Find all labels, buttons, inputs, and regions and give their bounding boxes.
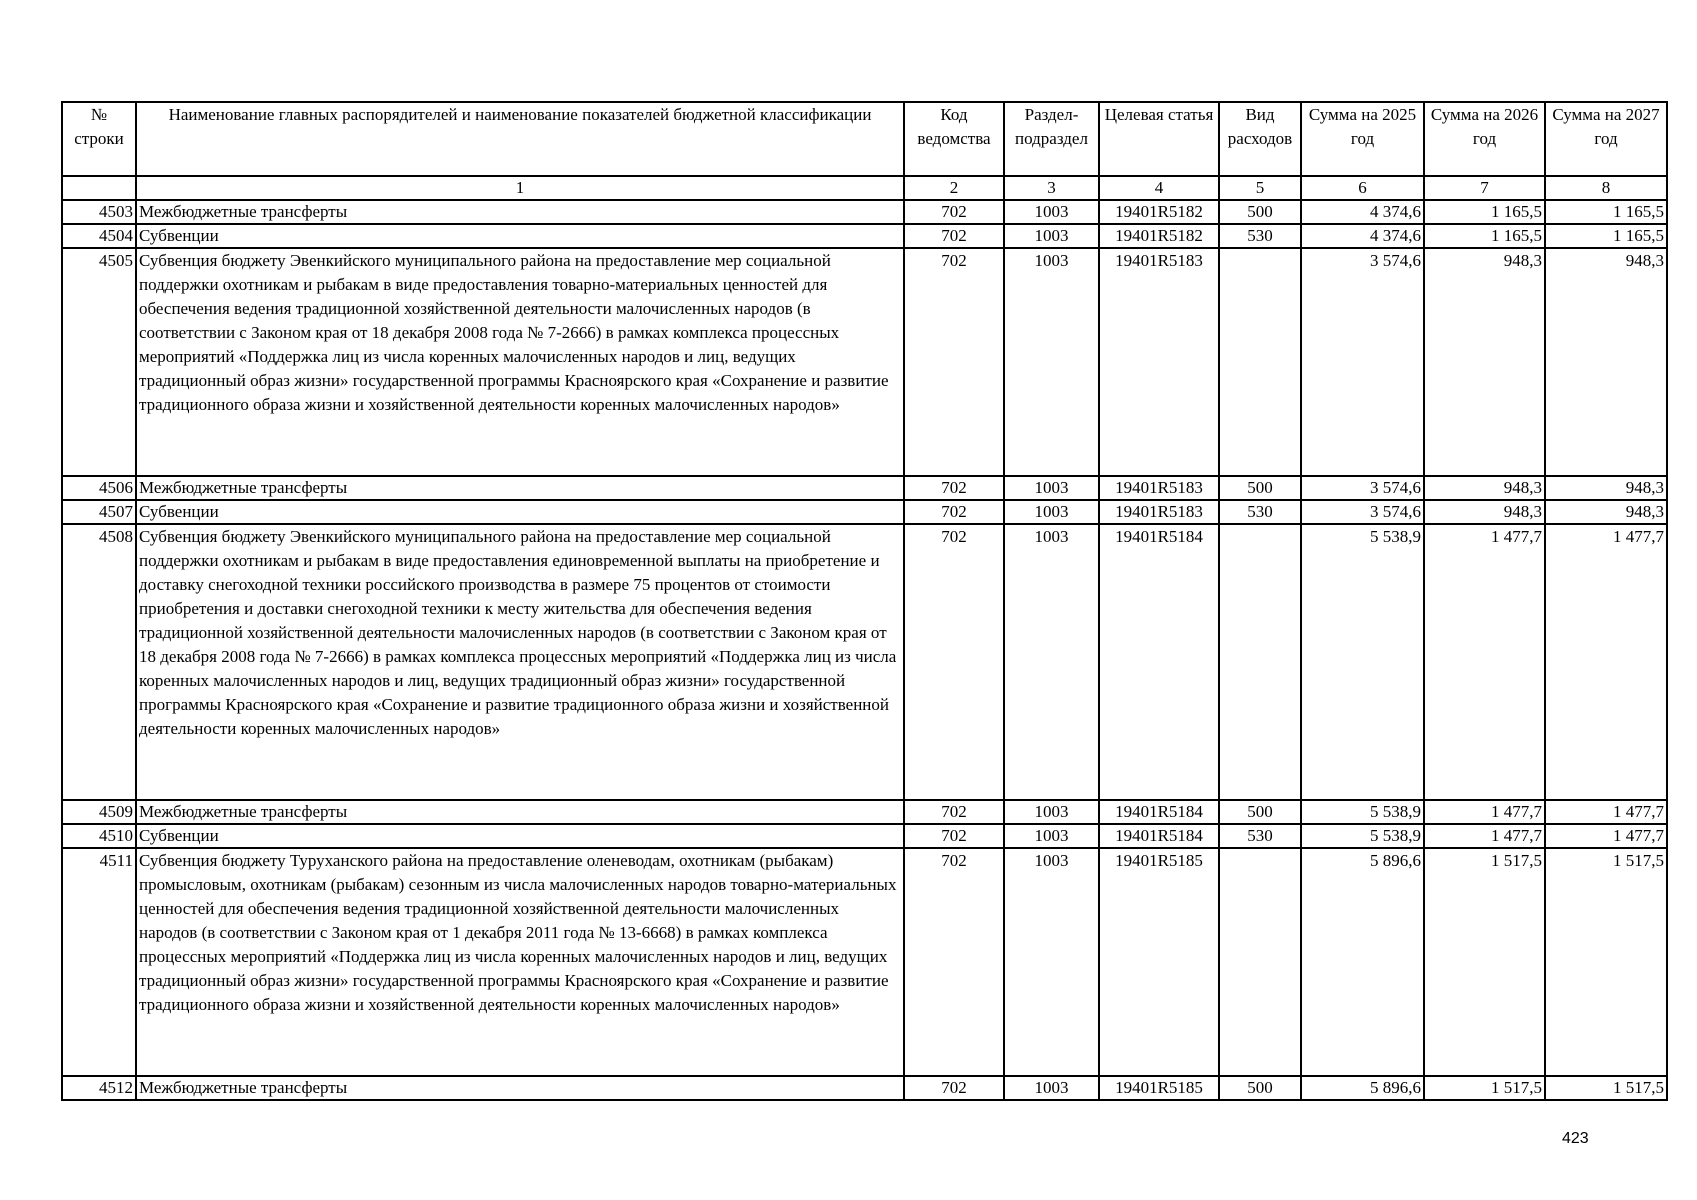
row-sum-2026: 1 517,5 — [1424, 848, 1545, 1076]
table-row — [62, 248, 1667, 476]
row-sum-2025: 3 574,6 — [1301, 500, 1424, 524]
row-department-code: 702 — [904, 224, 1004, 248]
table-row — [62, 224, 1667, 248]
row-department-code: 702 — [904, 524, 1004, 800]
row-expense-type: 530 — [1219, 224, 1301, 248]
row-section: 1003 — [1004, 200, 1099, 224]
row-department-code: 702 — [904, 1076, 1004, 1100]
row-expense-type: 530 — [1219, 824, 1301, 848]
table-row — [62, 800, 1667, 824]
row-number: 4509 — [62, 800, 136, 824]
row-sum-2025: 5 896,6 — [1301, 1076, 1424, 1100]
row-department-code: 702 — [904, 500, 1004, 524]
row-name: Межбюджетные трансферты — [136, 476, 904, 500]
row-sum-2025: 5 538,9 — [1301, 800, 1424, 824]
row-name: Субвенции — [136, 500, 904, 524]
budget-table — [61, 101, 1668, 1101]
row-number: 4503 — [62, 200, 136, 224]
row-sum-2027: 1 165,5 — [1545, 200, 1667, 224]
table-row — [62, 476, 1667, 500]
row-target-article: 19401R5182 — [1099, 224, 1219, 248]
row-name: Субвенции — [136, 824, 904, 848]
colnum-7: 7 — [1424, 176, 1545, 200]
page-number: 423 — [1562, 1130, 1589, 1147]
row-expense-type: 500 — [1219, 1076, 1301, 1100]
row-sum-2026: 1 517,5 — [1424, 1076, 1545, 1100]
row-sum-2027: 948,3 — [1545, 248, 1667, 476]
row-expense-type: 530 — [1219, 500, 1301, 524]
row-target-article: 19401R5182 — [1099, 200, 1219, 224]
table-row — [62, 500, 1667, 524]
colnum-3: 3 — [1004, 176, 1099, 200]
row-number: 4506 — [62, 476, 136, 500]
row-sum-2025: 5 538,9 — [1301, 524, 1424, 800]
colnum-8: 8 — [1545, 176, 1667, 200]
row-expense-type: 500 — [1219, 476, 1301, 500]
row-number: 4505 — [62, 248, 136, 476]
header-sum-2027: Сумма на 2027 год — [1545, 102, 1667, 176]
table-row — [62, 824, 1667, 848]
column-number-row — [62, 176, 1667, 200]
row-department-code: 702 — [904, 476, 1004, 500]
row-sum-2025: 5 896,6 — [1301, 848, 1424, 1076]
row-sum-2026: 1 477,7 — [1424, 824, 1545, 848]
row-sum-2025: 3 574,6 — [1301, 248, 1424, 476]
colnum-empty — [62, 176, 136, 200]
header-expense-type: Вид расходов — [1219, 102, 1301, 176]
row-section: 1003 — [1004, 824, 1099, 848]
row-target-article: 19401R5184 — [1099, 824, 1219, 848]
row-expense-type — [1219, 524, 1301, 800]
header-section: Раздел-подраздел — [1004, 102, 1099, 176]
row-department-code: 702 — [904, 848, 1004, 1076]
row-department-code: 702 — [904, 200, 1004, 224]
header-sum-2026: Сумма на 2026 год — [1424, 102, 1545, 176]
row-section: 1003 — [1004, 248, 1099, 476]
row-expense-type — [1219, 848, 1301, 1076]
row-sum-2025: 3 574,6 — [1301, 476, 1424, 500]
row-sum-2026: 1 477,7 — [1424, 524, 1545, 800]
row-department-code: 702 — [904, 248, 1004, 476]
row-target-article: 19401R5183 — [1099, 476, 1219, 500]
row-sum-2025: 4 374,6 — [1301, 224, 1424, 248]
row-sum-2027: 1 477,7 — [1545, 800, 1667, 824]
row-target-article: 19401R5183 — [1099, 500, 1219, 524]
row-section: 1003 — [1004, 224, 1099, 248]
row-section: 1003 — [1004, 800, 1099, 824]
row-name: Субвенция бюджету Эвенкийского муниципального района на предоставление мер социальной поддержки охотникам и рыбакам в виде предоставления товарно-материальных ценностей для обеспечения ведения традиционной хозяйственной деятельности малочисленных народов (в соответствии с Законом края от 18 декабря 2008 года № 7-2666) в рамках комплекса процессных мероприятий «Поддержка лиц из числа коренных малочисленных народов и лиц, ведущих традиционный образ жизни» государственной программы Красноярского края «Сохранение и развитие традиционного образа жизни и хозяйственной деятельности коренных малочисленных народов» — [136, 248, 904, 476]
row-name: Субвенции — [136, 224, 904, 248]
row-section: 1003 — [1004, 500, 1099, 524]
row-sum-2027: 1 477,7 — [1545, 824, 1667, 848]
row-sum-2026: 1 477,7 — [1424, 800, 1545, 824]
header-department-code: Код ведомства — [904, 102, 1004, 176]
row-number: 4511 — [62, 848, 136, 1076]
row-section: 1003 — [1004, 1076, 1099, 1100]
row-number: 4508 — [62, 524, 136, 800]
row-sum-2026: 948,3 — [1424, 248, 1545, 476]
colnum-6: 6 — [1301, 176, 1424, 200]
row-target-article: 19401R5183 — [1099, 248, 1219, 476]
header-target-article: Целевая статья — [1099, 102, 1219, 176]
row-sum-2027: 948,3 — [1545, 500, 1667, 524]
row-name: Межбюджетные трансферты — [136, 1076, 904, 1100]
row-sum-2026: 1 165,5 — [1424, 200, 1545, 224]
row-sum-2026: 1 165,5 — [1424, 224, 1545, 248]
row-name: Межбюджетные трансферты — [136, 800, 904, 824]
colnum-4: 4 — [1099, 176, 1219, 200]
row-target-article: 19401R5185 — [1099, 848, 1219, 1076]
header-row-number: № строки — [62, 102, 136, 176]
header-sum-2025: Сумма на 2025 год — [1301, 102, 1424, 176]
row-section: 1003 — [1004, 524, 1099, 800]
colnum-5: 5 — [1219, 176, 1301, 200]
row-sum-2027: 1 477,7 — [1545, 524, 1667, 800]
row-sum-2026: 948,3 — [1424, 500, 1545, 524]
table-row — [62, 848, 1667, 1076]
row-sum-2027: 1 517,5 — [1545, 848, 1667, 1076]
row-number: 4504 — [62, 224, 136, 248]
row-sum-2027: 1 517,5 — [1545, 1076, 1667, 1100]
row-number: 4510 — [62, 824, 136, 848]
table-row — [62, 200, 1667, 224]
row-name: Межбюджетные трансферты — [136, 200, 904, 224]
row-section: 1003 — [1004, 848, 1099, 1076]
row-target-article: 19401R5184 — [1099, 800, 1219, 824]
header-name: Наименование главных распорядителей и наименование показателей бюджетной классификации — [136, 102, 904, 176]
row-expense-type — [1219, 248, 1301, 476]
table-row — [62, 1076, 1667, 1100]
row-number: 4507 — [62, 500, 136, 524]
row-sum-2025: 4 374,6 — [1301, 200, 1424, 224]
row-target-article: 19401R5185 — [1099, 1076, 1219, 1100]
colnum-2: 2 — [904, 176, 1004, 200]
row-expense-type: 500 — [1219, 800, 1301, 824]
row-name: Субвенция бюджету Туруханского района на предоставление оленеводам, охотникам (рыбакам) промысловым, охотникам (рыбакам) сезонным из числа малочисленных народов товарно-материальных ценностей для обеспечения ведения традиционной хозяйственной деятельности малочисленных народов (в соответствии с Законом края от 1 декабря 2011 года № 13-6668) в рамках комплекса процессных мероприятий «Поддержка лиц из числа коренных малочисленных народов и лиц, ведущих традиционный образ жизни» государственной программы Красноярского края «Сохранение и развитие традиционного образа жизни и хозяйственной деятельности коренных малочисленных народов» — [136, 848, 904, 1076]
row-section: 1003 — [1004, 476, 1099, 500]
row-sum-2025: 5 538,9 — [1301, 824, 1424, 848]
row-department-code: 702 — [904, 824, 1004, 848]
row-expense-type: 500 — [1219, 200, 1301, 224]
row-sum-2027: 1 165,5 — [1545, 224, 1667, 248]
colnum-1: 1 — [136, 176, 904, 200]
row-target-article: 19401R5184 — [1099, 524, 1219, 800]
table-row — [62, 524, 1667, 800]
row-department-code: 702 — [904, 800, 1004, 824]
header-row — [62, 102, 1667, 176]
row-number: 4512 — [62, 1076, 136, 1100]
row-sum-2027: 948,3 — [1545, 476, 1667, 500]
row-name: Субвенция бюджету Эвенкийского муниципального района на предоставление мер социальной поддержки охотникам и рыбакам в виде предоставления единовременной выплаты на приобретение и доставку снегоходной техники российского производства в размере 75 процентов от стоимости приобретения и доставки снегоходной техники к месту жительства для обеспечения ведения традиционной хозяйственной деятельности малочисленных народов (в соответствии с Законом края от 18 декабря 2008 года № 7-2666) в рамках комплекса процессных мероприятий «Поддержка лиц из числа коренных малочисленных народов и лиц, ведущих традиционный образ жизни» государственной программы Красноярского края «Сохранение и развитие традиционного образа жизни и хозяйственной деятельности коренных малочисленных народов» — [136, 524, 904, 800]
row-sum-2026: 948,3 — [1424, 476, 1545, 500]
